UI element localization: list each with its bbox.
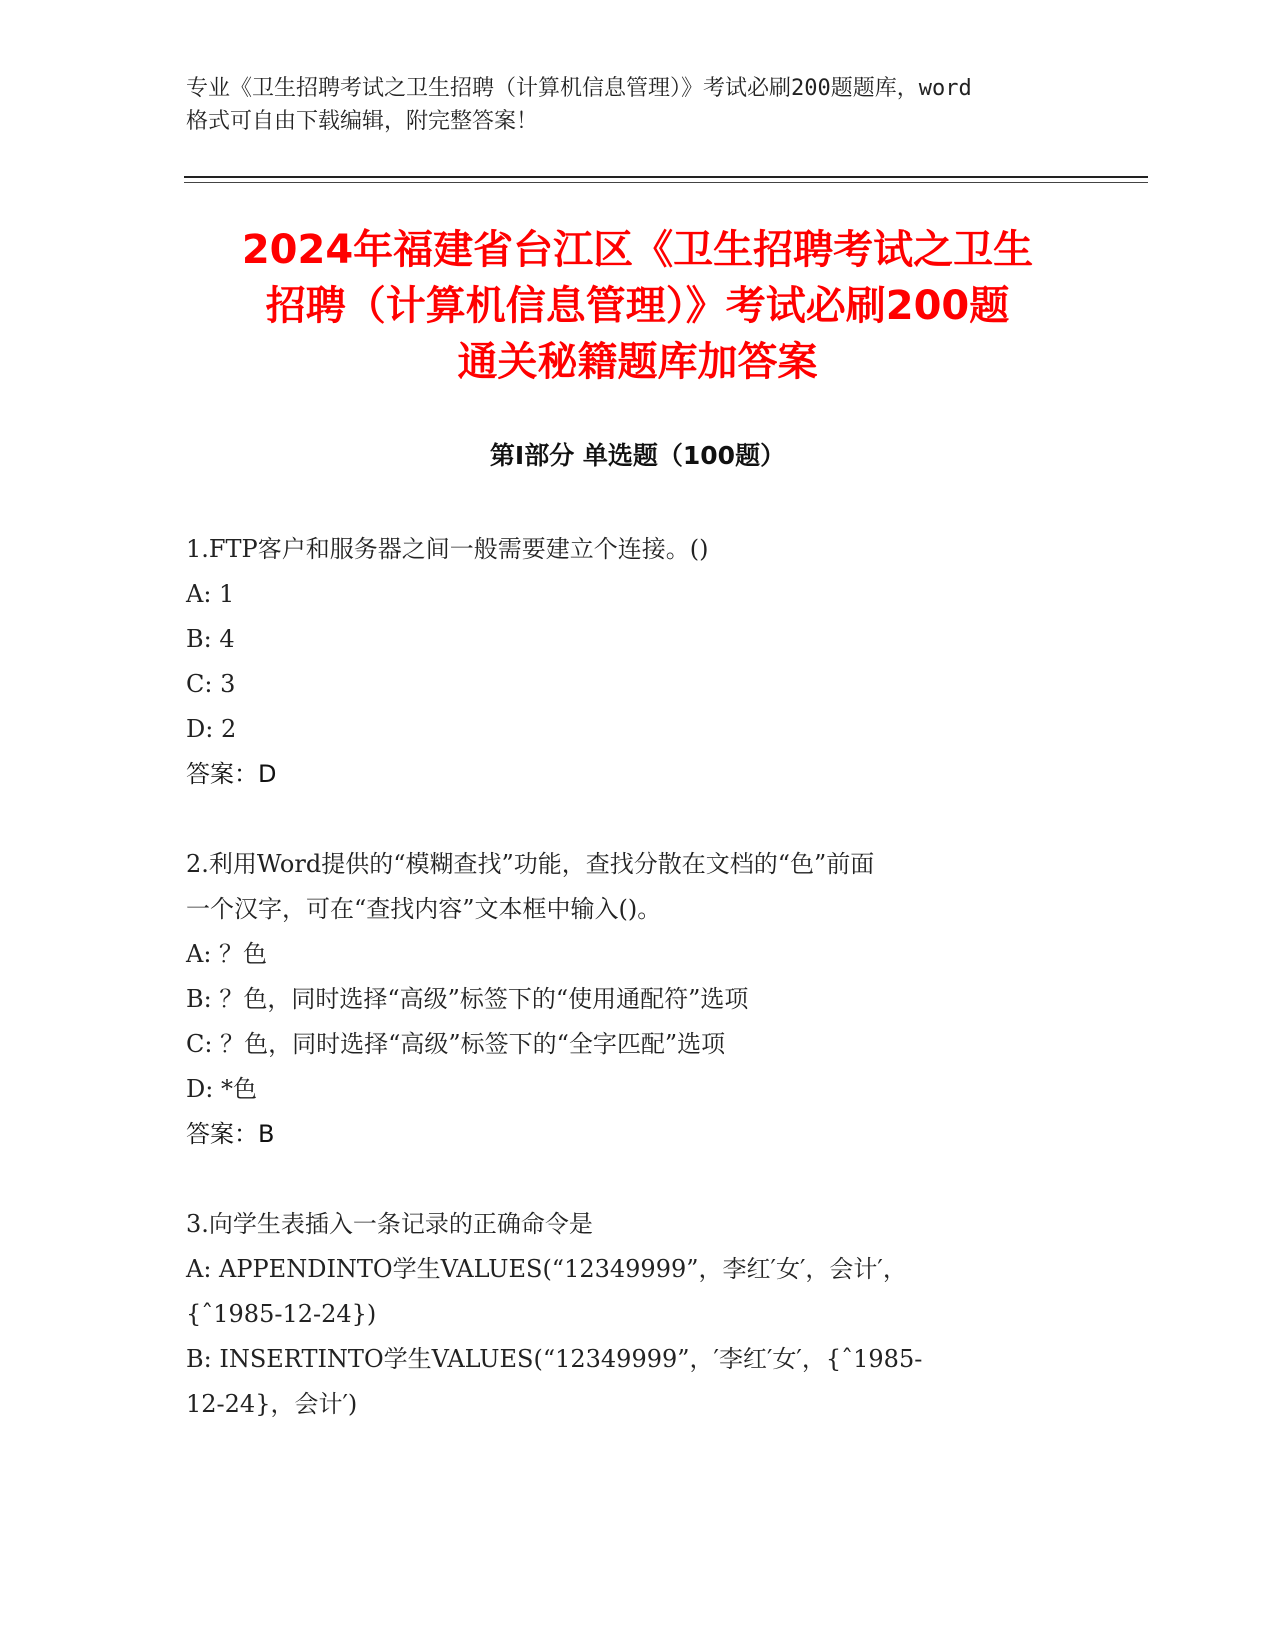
question-1-option-d: D: 2 bbox=[186, 715, 237, 743]
question-2-option-c: C: ？色，同时选择“高级”标签下的“全字匹配”选项 bbox=[186, 1030, 726, 1058]
question-list bbox=[186, 527, 1086, 1427]
question-2-text-line-2: 一个汉字，可在“查找内容”文本框中输入()。 bbox=[186, 895, 662, 923]
header-note-line-2: 格式可自由下载编辑，附完整答案！ bbox=[186, 109, 539, 134]
question-1-option-b: B: 4 bbox=[186, 625, 235, 653]
question-1-answer: 答案：D bbox=[186, 760, 277, 788]
document-title bbox=[150, 222, 1125, 390]
question-2 bbox=[186, 842, 1086, 1157]
question-2-option-d: D: *色 bbox=[186, 1075, 257, 1103]
header-note-line-1: 专业《卫生招聘考试之卫生招聘（计算机信息管理）》考试必刷200题题库，word bbox=[186, 76, 972, 101]
question-3-option-a-line-2: {ˆ1985-12-24}) bbox=[186, 1300, 377, 1328]
question-2-option-a: A: ？色 bbox=[186, 940, 268, 968]
question-1-option-c: C: 3 bbox=[186, 670, 236, 698]
question-3-option-a-line-1: A: APPENDINTO学生VALUES(“12349999”，李红′女′，会计′， bbox=[186, 1255, 907, 1283]
title-line-2: 招聘（计算机信息管理）》考试必刷200题 bbox=[265, 283, 1010, 329]
header-rule-thick bbox=[184, 176, 1148, 178]
question-3 bbox=[186, 1202, 1086, 1427]
question-spacer bbox=[186, 797, 1086, 842]
question-1 bbox=[186, 527, 1086, 797]
title-line-3: 通关秘籍题库加答案 bbox=[457, 339, 818, 385]
question-2-option-b: B: ？色，同时选择“高级”标签下的“使用通配符”选项 bbox=[186, 985, 749, 1013]
question-3-option-b-line-1: B: INSERTINTO学生VALUES(“12349999”，′李红′女′，{ˆ1985- bbox=[186, 1345, 923, 1373]
question-2-answer: 答案：B bbox=[186, 1120, 275, 1148]
question-1-option-a: A: 1 bbox=[186, 580, 235, 608]
question-2-text-line-1: 2.利用Word提供的“模糊查找”功能，查找分散在文档的“色”前面 bbox=[186, 850, 875, 878]
header-note bbox=[186, 72, 1086, 138]
question-spacer bbox=[186, 1157, 1086, 1202]
question-3-text: 3.向学生表插入一条记录的正确命令是 bbox=[186, 1210, 593, 1238]
question-1-text: 1.FTP客户和服务器之间一般需要建立个连接。() bbox=[186, 535, 709, 563]
question-3-option-b-line-2: 12-24}，会计′) bbox=[186, 1390, 358, 1418]
title-line-1: 2024年福建省台江区《卫生招聘考试之卫生 bbox=[241, 227, 1034, 273]
header-rule-thin bbox=[184, 182, 1148, 183]
section-heading: 第Ⅰ部分 单选题（100题） bbox=[489, 441, 786, 470]
